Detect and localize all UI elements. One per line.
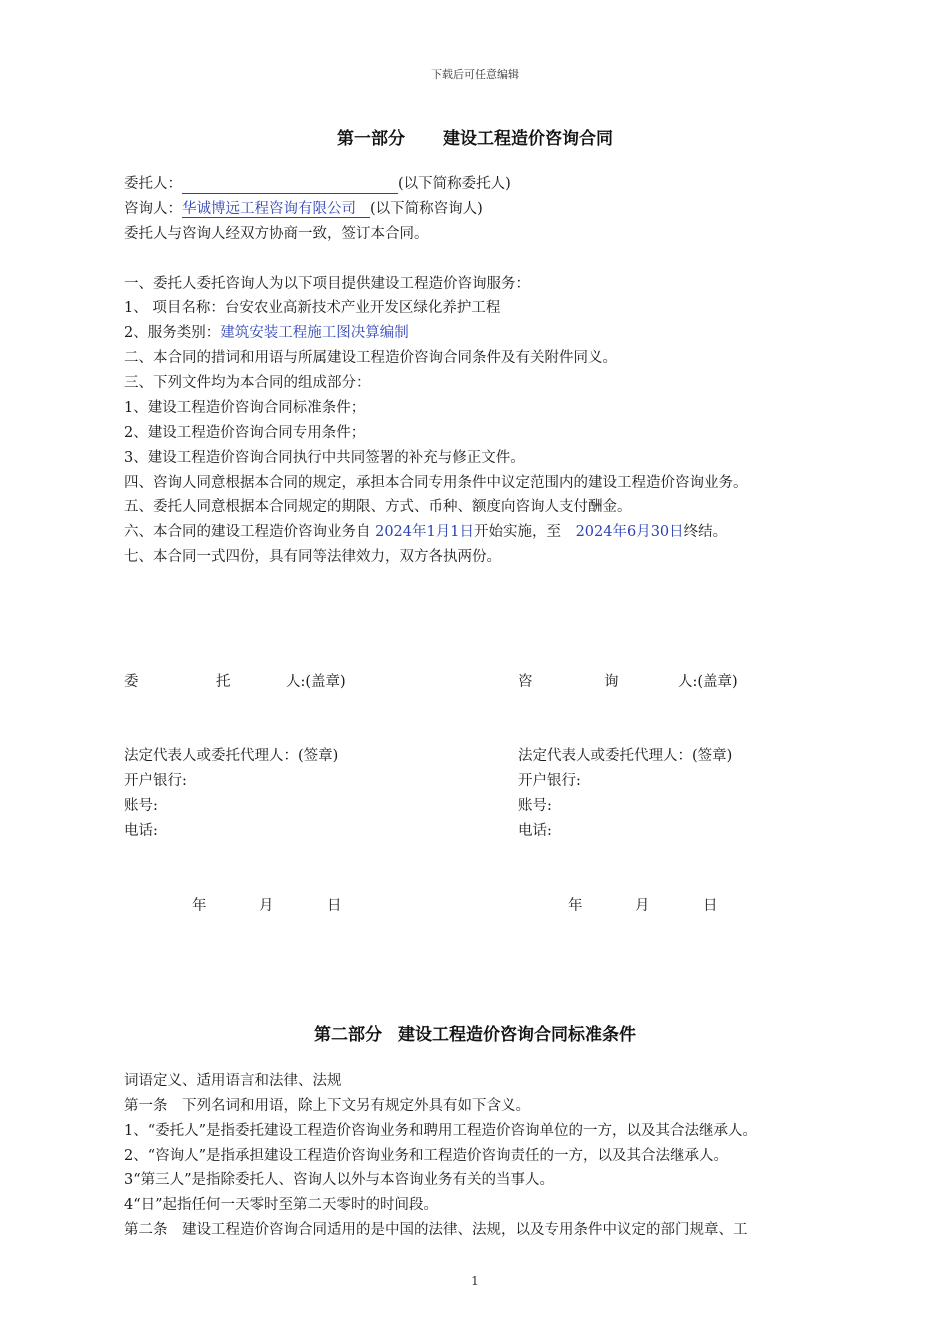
page-number: 1 xyxy=(471,1274,479,1288)
client-seal-char-2: 托 xyxy=(216,674,231,690)
service-type-label: 2、服务类别： xyxy=(124,325,221,341)
item-4: 四、咨询人同意根据本合同的规定，承担本合同专用条件中议定范围内的建设工程造价咨询业务。 xyxy=(124,475,748,491)
consultant-date xyxy=(568,896,718,916)
item-2: 二、本合同的措词和用语与所属建设工程造价咨询合同条件及有关附件同义。 xyxy=(124,350,617,366)
consultant-date-year: 年 xyxy=(568,898,583,914)
client-seal-suffix: :(盖章) xyxy=(300,674,346,690)
part2-title-part: 第二部分 xyxy=(314,1025,382,1045)
part2-title xyxy=(0,1020,950,1045)
item-1-2 xyxy=(124,323,409,343)
consultant-phone: 电话: xyxy=(518,823,552,839)
item-5: 五、委托人同意根据本合同规定的期限、方式、币种、额度向咨询人支付酬金。 xyxy=(124,499,632,515)
consultant-date-month: 月 xyxy=(635,898,650,914)
consultant-label: 咨询人： xyxy=(124,201,182,217)
client-seal-line xyxy=(124,672,346,692)
consultant-rep: 法定代表人或委托代理人：(签章) xyxy=(518,748,733,764)
client-line xyxy=(124,174,511,194)
item-6-mid: 开始实施，至 xyxy=(473,524,561,540)
consultant-account: 账号: xyxy=(518,798,552,814)
item-7: 七、本合同一式四份，具有同等法律效力，双方各执两份。 xyxy=(124,549,501,565)
part2-title-name: 建设工程造价咨询合同标准条件 xyxy=(398,1025,636,1045)
client-date xyxy=(192,896,342,916)
client-seal-char-3: 人 xyxy=(286,674,301,690)
definition-1: 1、“委托人”是指委托建设工程造价咨询业务和聘用工程造价咨询单位的一方，以及其合法继承人。 xyxy=(124,1123,758,1139)
part1-title xyxy=(0,124,950,149)
client-rep: 法定代表人或委托代理人：(签章) xyxy=(124,748,339,764)
client-phone: 电话: xyxy=(124,823,158,839)
project-name-value: 台安农业高新技术产业开发区绿化养护工程 xyxy=(224,300,501,316)
end-date: 2024年6月30日 xyxy=(575,524,684,540)
client-date-year: 年 xyxy=(192,898,207,914)
client-account: 账号: xyxy=(124,798,158,814)
item-3-2: 2、建设工程造价咨询合同专用条件； xyxy=(124,425,366,441)
service-type-value: 建筑安装工程施工图决算编制 xyxy=(220,325,409,341)
consultant-seal-char-2: 询 xyxy=(604,674,619,690)
definition-4: 4“日”起指任何一天零时至第二天零时的时间段。 xyxy=(124,1197,439,1213)
client-label: 委托人： xyxy=(124,176,182,192)
item-1: 一、委托人委托咨询人为以下项目提供建设工程造价咨询服务： xyxy=(124,276,530,292)
consultant-line xyxy=(124,199,483,219)
consultant-seal-suffix: :(盖章) xyxy=(692,674,738,690)
client-name-blank xyxy=(182,176,398,194)
article-1: 第一条 下列名词和用语，除上下文另有规定外具有如下含义。 xyxy=(124,1098,530,1114)
consultant-seal-char-1: 咨 xyxy=(518,674,533,690)
consultant-name: 华诚博远工程咨询有限公司 xyxy=(182,201,370,218)
consultant-suffix: (以下简称咨询人) xyxy=(370,201,483,217)
item-3-1: 1、建设工程造价咨询合同标准条件； xyxy=(124,400,366,416)
project-name-label: 1、 项目名称： xyxy=(124,300,225,316)
item-3-3: 3、建设工程造价咨询合同执行中共同签署的补充与修正文件。 xyxy=(124,450,525,466)
part1-title-name: 建设工程造价咨询合同 xyxy=(443,129,613,149)
item-6-text: 六、本合同的建设工程造价咨询业务自 xyxy=(124,524,371,540)
item-1-1 xyxy=(124,298,500,318)
item-6 xyxy=(124,522,727,542)
consultant-date-day: 日 xyxy=(703,898,718,914)
consultant-seal-line xyxy=(518,672,738,692)
client-date-day: 日 xyxy=(327,898,342,914)
item-3: 三、下列文件均为本合同的组成部分： xyxy=(124,375,371,391)
consultant-bank: 开户银行: xyxy=(518,773,581,789)
client-seal-char-1: 委 xyxy=(124,674,139,690)
start-date: 2024年1月1日 xyxy=(375,524,474,540)
article-2: 第二条 建设工程造价咨询合同适用的是中国的法律、法规，以及专用条件中议定的部门规章、工 xyxy=(124,1222,748,1238)
definition-3: 3“第三人”是指除委托人、咨询人以外与本咨询业务有关的当事人。 xyxy=(124,1172,555,1188)
client-bank: 开户银行: xyxy=(124,773,187,789)
header-note: 下载后可任意编辑 xyxy=(431,68,519,81)
client-date-month: 月 xyxy=(259,898,274,914)
agreement-line: 委托人与咨询人经双方协商一致，签订本合同。 xyxy=(124,226,429,242)
part2-section: 词语定义、适用语言和法律、法规 xyxy=(124,1073,342,1089)
definition-2: 2、“咨询人”是指承担建设工程造价咨询业务和工程造价咨询责任的一方，以及其合法继承人。 xyxy=(124,1148,729,1164)
part1-title-part: 第一部分 xyxy=(337,129,405,149)
consultant-seal-char-3: 人 xyxy=(678,674,693,690)
item-6-end: 终结。 xyxy=(683,524,728,540)
client-suffix: (以下简称委托人) xyxy=(398,176,511,192)
